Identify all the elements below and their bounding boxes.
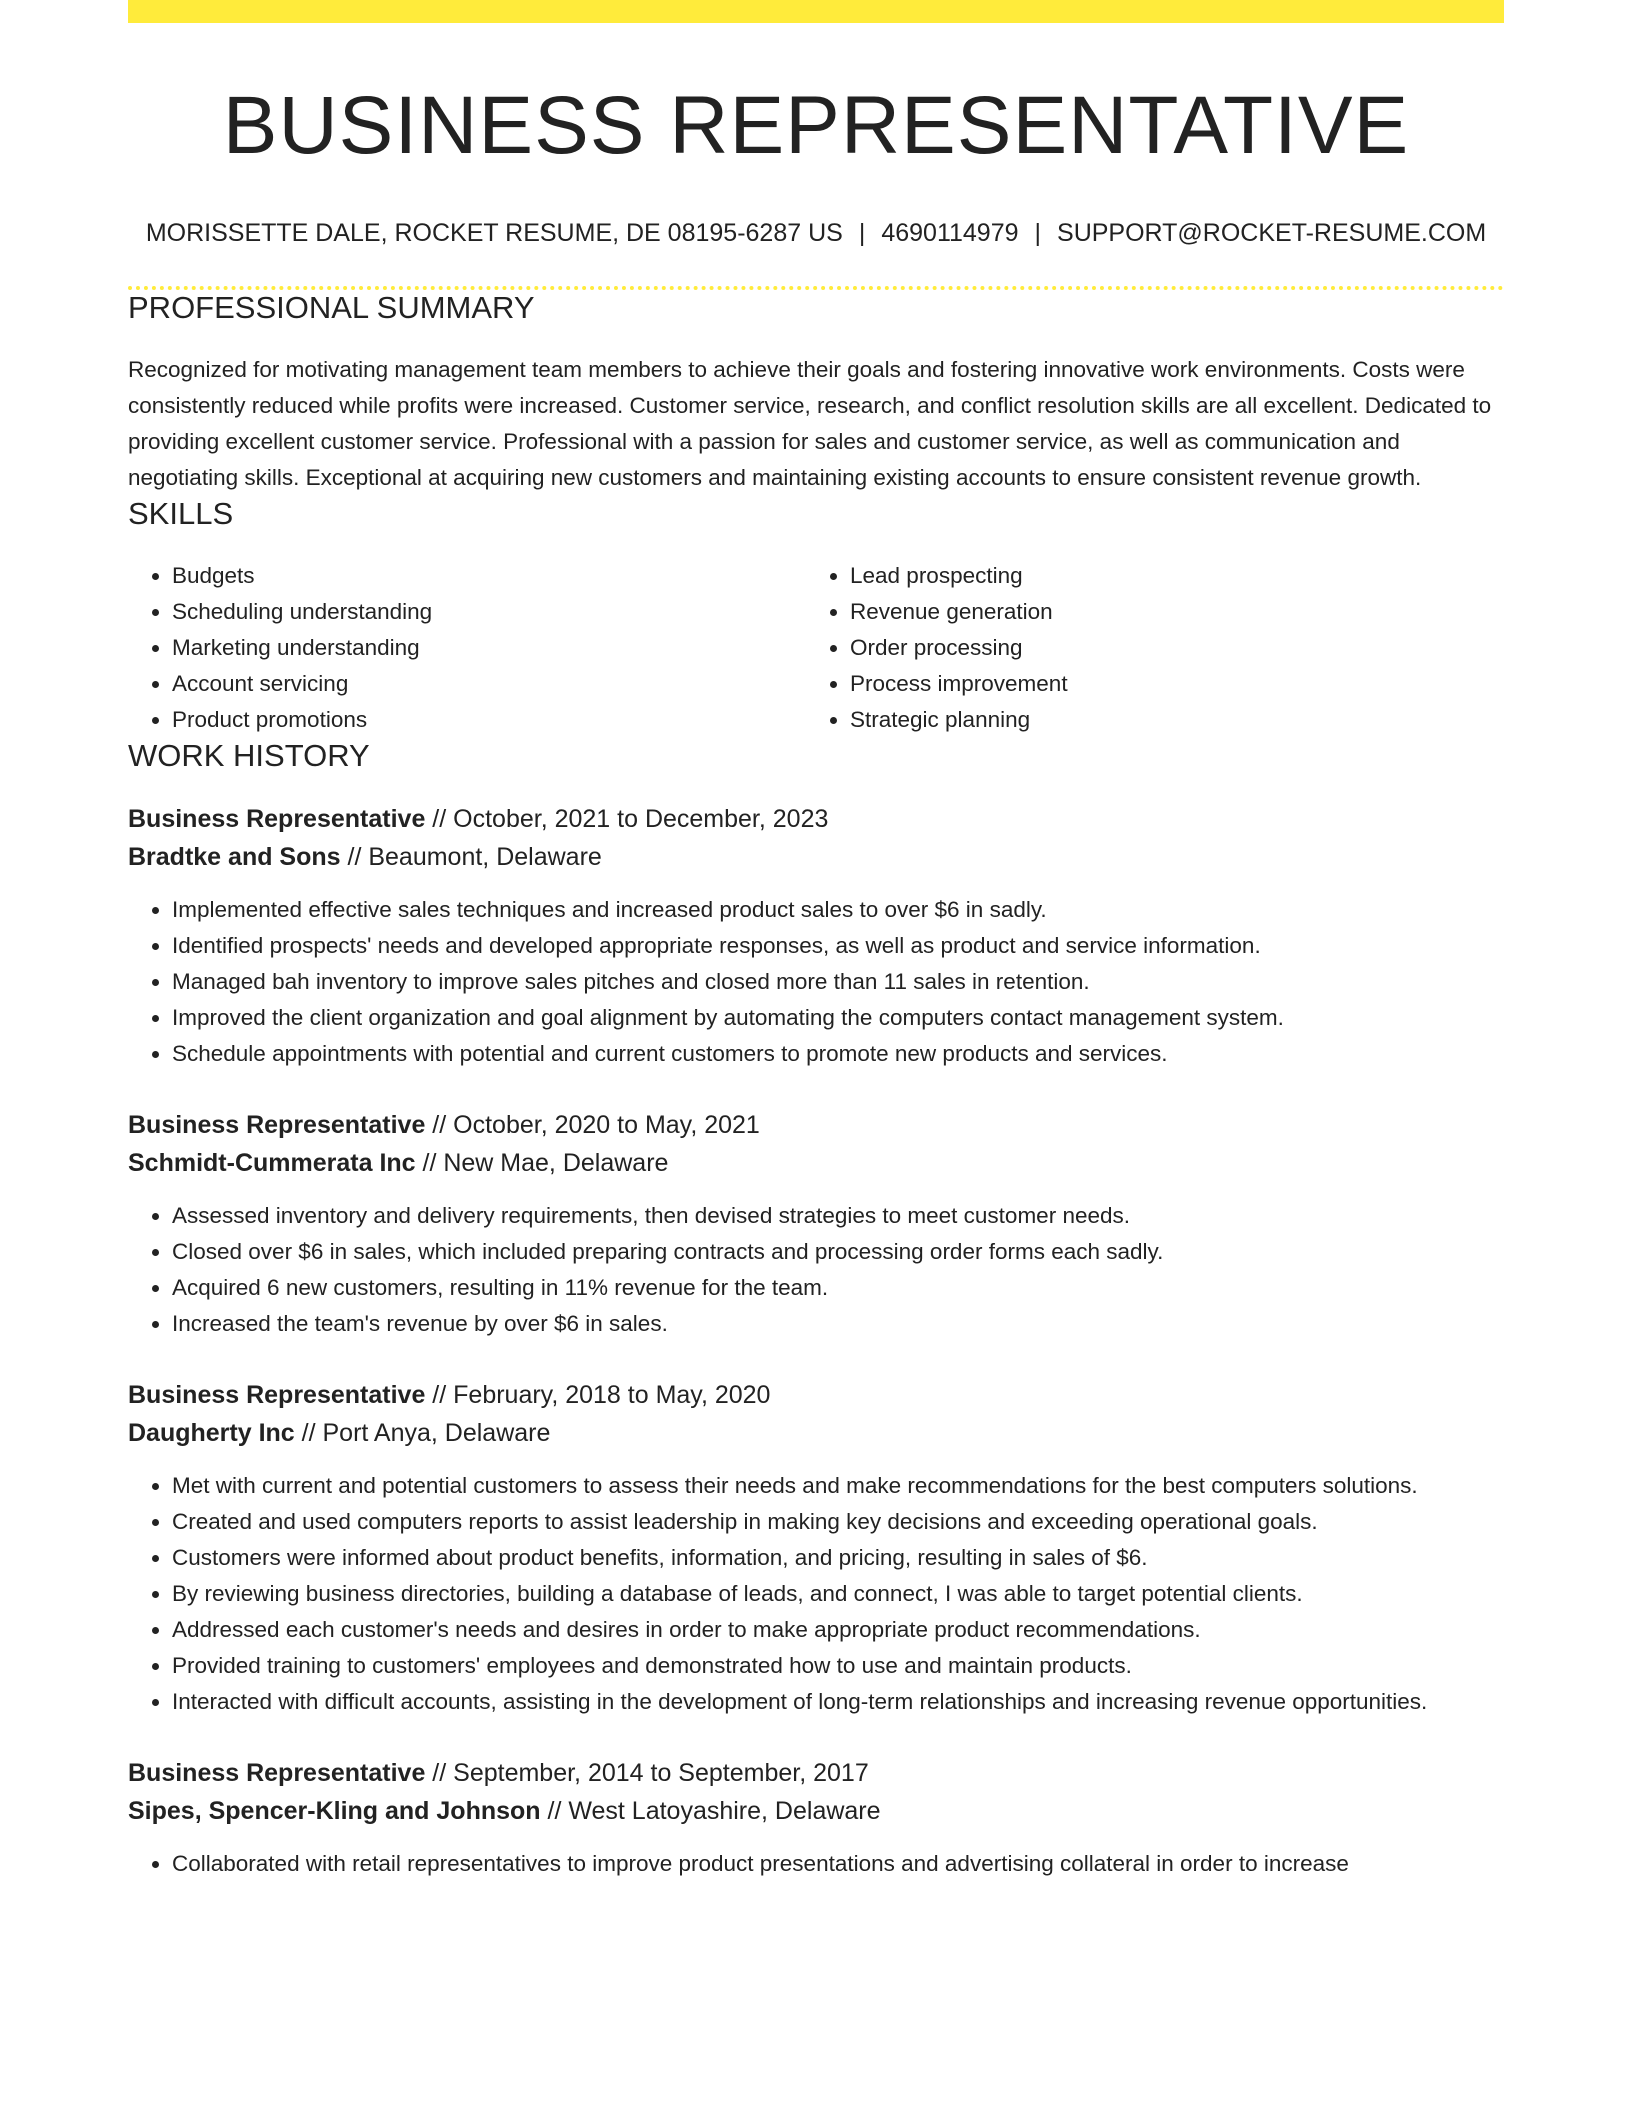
job-dates: // October, 2020 to May, 2021: [425, 1111, 760, 1140]
job-bullet: • Managed bah inventory to improve sales pitches and closed more than 11 sales in retention.: [172, 964, 1504, 1000]
job-bullet: • Interacted with difficult accounts, assisting in the development of long-term relationships and increasing revenue opportunities.: [172, 1684, 1504, 1720]
job-entry: [128, 1106, 1504, 1342]
job-bullet: • Addressed each customer's needs and desires in order to make appropriate product recommendations.: [172, 1612, 1504, 1648]
summary-heading: PROFESSIONAL SUMMARY: [128, 290, 535, 326]
job-bullet: • Schedule appointments with potential and current customers to promote new products and services.: [172, 1036, 1504, 1072]
skill-item: • Order processing: [850, 630, 1484, 666]
skill-item: • Scheduling understanding: [172, 594, 806, 630]
job-bullet: • Closed over $6 in sales, which included preparing contracts and processing order forms each sadly.: [172, 1234, 1504, 1270]
skill-item: • Process improvement: [850, 666, 1484, 702]
contact-separator: |: [1034, 219, 1042, 248]
skill-item: • Product promotions: [172, 702, 806, 738]
job-dates: // February, 2018 to May, 2020: [425, 1381, 771, 1410]
skills-list: [128, 558, 1504, 738]
job-title-line: [128, 1106, 1504, 1144]
job-company: Daugherty Inc: [128, 1419, 295, 1448]
job-company: Bradtke and Sons: [128, 843, 341, 872]
contact-email[interactable]: SUPPORT@ROCKET-RESUME.COM: [1057, 219, 1487, 248]
job-bullet: • Met with current and potential customers to assess their needs and make recommendations for the best computers solutions.: [172, 1468, 1504, 1504]
top-accent-bar: [128, 0, 1504, 23]
skills-column-left: [128, 558, 806, 738]
resume-page: [128, 0, 1504, 1882]
job-bullet: • Customers were informed about product benefits, information, and pricing, resulting in sales of $6.: [172, 1540, 1504, 1576]
job-dates: // September, 2014 to September, 2017: [425, 1759, 869, 1788]
skill-item: • Revenue generation: [850, 594, 1484, 630]
job-title-line: [128, 1754, 1504, 1792]
job-bullet: • Created and used computers reports to assist leadership in making key decisions and exceeding operational goals.: [172, 1504, 1504, 1540]
job-company: Sipes, Spencer-Kling and Johnson: [128, 1797, 541, 1826]
job-bullet: • Collaborated with retail representatives to improve product presentations and advertising collateral in order to increase: [172, 1846, 1504, 1882]
skill-item: • Strategic planning: [850, 702, 1484, 738]
skill-item: • Account servicing: [172, 666, 806, 702]
job-dates: // October, 2021 to December, 2023: [425, 805, 829, 834]
skill-item: • Marketing understanding: [172, 630, 806, 666]
job-entry: [128, 1376, 1504, 1720]
job-bullet: • Improved the client organization and goal alignment by automating the computers contact management system.: [172, 1000, 1504, 1036]
job-company: Schmidt-Cummerata Inc: [128, 1149, 416, 1178]
job-location: // Port Anya, Delaware: [294, 1419, 551, 1448]
contact-line: [128, 219, 1504, 248]
job-title: Business Representative: [128, 1381, 426, 1410]
summary-text: Recognized for motivating management team members to achieve their goals and fostering innovative work environments. Costs were consistently reduced while profits were increased. Customer service, research, and conflict resolution skills are all excellent. Dedicated to providing excellent customer service. Professional with a passion for sales and customer service, as well as communication and negotiating skills. Exceptional at acquiring new customers and maintaining existing accounts to ensure consistent revenue growth.: [128, 357, 1492, 491]
job-bullet: • Provided training to customers' employees and demonstrated how to use and maintain products.: [172, 1648, 1504, 1684]
skill-item: • Budgets: [172, 558, 806, 594]
contact-phone: 4690114979: [881, 219, 1019, 248]
job-location: // West Latoyashire, Delaware: [540, 1797, 881, 1826]
job-title: Business Representative: [128, 1111, 426, 1140]
job-entry: [128, 1754, 1504, 1882]
job-bullets: [128, 892, 1504, 1072]
job-title-line: [128, 800, 1504, 838]
skill-item: • Lead prospecting: [850, 558, 1484, 594]
job-company-line: [128, 838, 1504, 876]
contact-separator: |: [858, 219, 866, 248]
job-bullet: • Identified prospects' needs and developed appropriate responses, as well as product and service information.: [172, 928, 1504, 964]
job-bullet: • Assessed inventory and delivery requirements, then devised strategies to meet customer needs.: [172, 1198, 1504, 1234]
job-company-line: [128, 1792, 1504, 1830]
skills-column-right: [806, 558, 1484, 738]
job-company-line: [128, 1144, 1504, 1182]
job-title: Business Representative: [128, 1759, 426, 1788]
job-bullets: [128, 1846, 1504, 1882]
job-bullets: [128, 1198, 1504, 1342]
job-bullet: • Increased the team's revenue by over $6 in sales.: [172, 1306, 1504, 1342]
job-location: // New Mae, Delaware: [415, 1149, 669, 1178]
job-company-line: [128, 1414, 1504, 1452]
skills-heading: SKILLS: [128, 496, 234, 532]
contact-address: MORISSETTE DALE, ROCKET RESUME, DE 08195-6287 US: [145, 219, 843, 248]
job-location: // Beaumont, Delaware: [340, 843, 602, 872]
job-bullets: [128, 1468, 1504, 1720]
job-entry: [128, 800, 1504, 1072]
job-bullet: • Acquired 6 new customers, resulting in 11% revenue for the team.: [172, 1270, 1504, 1306]
job-bullet: • Implemented effective sales techniques and increased product sales to over $6 in sadly.: [172, 892, 1504, 928]
job-title: Business Representative: [128, 805, 426, 834]
work-history-heading: WORK HISTORY: [128, 738, 370, 774]
resume-title: BUSINESS REPRESENTATIVE: [222, 80, 1410, 171]
job-title-line: [128, 1376, 1504, 1414]
job-bullet: • By reviewing business directories, building a database of leads, and connect, I was able to target potential clients.: [172, 1576, 1504, 1612]
